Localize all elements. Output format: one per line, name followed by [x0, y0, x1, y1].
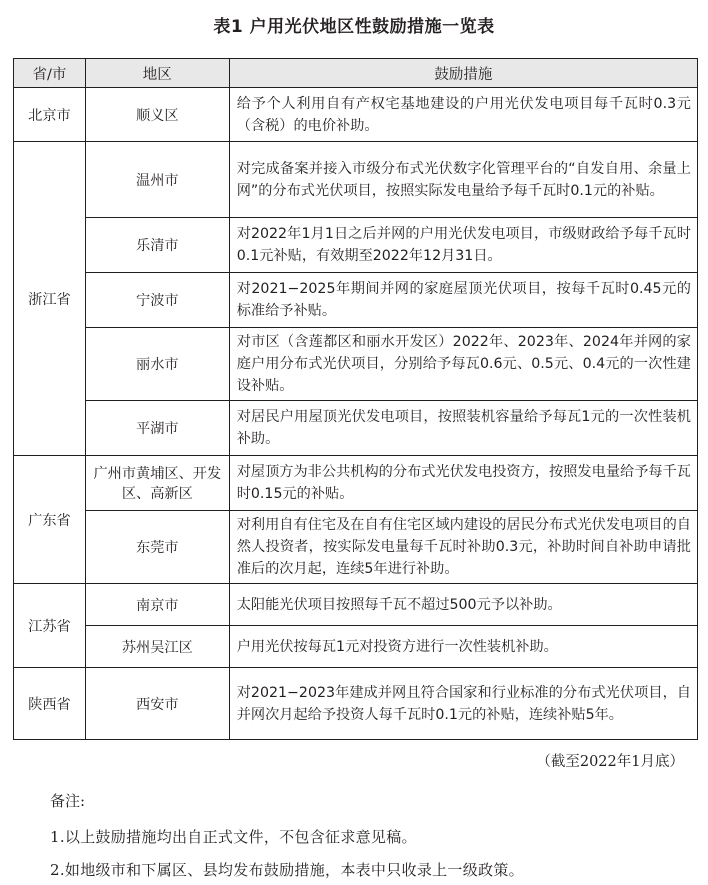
- region-cell: 宁波市: [85, 273, 229, 328]
- measure-cell: 对2021−2025年期间并网的家庭屋顶光伏项目，按每千瓦时0.45元的标准给予补贴。: [229, 273, 697, 328]
- header-province: 省/市: [14, 59, 86, 88]
- measure-cell: 对居民户用屋顶光伏发电项目，按照装机容量给予每瓦1元的一次性装机补助。: [229, 401, 697, 456]
- table-row: [14, 218, 698, 273]
- province-cell: 北京市: [14, 88, 86, 142]
- region-cell: 广州市黄埔区、开发区、高新区: [85, 456, 229, 511]
- measure-cell: 对2022年1月1日之后并网的户用光伏发电项目，市级财政给予每千瓦时0.1元补贴，有效期至2022年12月31日。: [229, 218, 697, 273]
- region-cell: 平湖市: [85, 401, 229, 456]
- measure-cell: 太阳能光伏项目按照每千瓦不超过500元予以补助。: [229, 584, 697, 626]
- note-item: 2.如地级市和下属区、县均发布鼓励措施，本表中只收录上一级政策。: [50, 861, 524, 879]
- header-measure: 鼓励措施: [229, 59, 697, 88]
- region-cell: 东莞市: [85, 511, 229, 584]
- province-cell: 浙江省: [14, 142, 86, 456]
- region-cell: 南京市: [85, 584, 229, 626]
- date-note: （截至2022年1月底）: [536, 754, 684, 770]
- table-row: [14, 273, 698, 328]
- table-row: [14, 456, 698, 511]
- measure-cell: 给予个人利用自有产权宅基地建设的户用光伏发电项目每千瓦时0.3元（含税）的电价补助。: [229, 88, 697, 142]
- incentive-table: [13, 58, 698, 740]
- measure-cell: 对2021−2023年建成并网且符合国家和行业标准的分布式光伏项目，自并网次月起给予投资人每千瓦时0.1元的补贴，连续补贴5年。: [229, 668, 697, 740]
- province-cell: 江苏省: [14, 584, 86, 668]
- measure-cell: 户用光伏按每瓦1元对投资方进行一次性装机补助。: [229, 626, 697, 668]
- notes-title: 备注:: [50, 792, 86, 810]
- province-cell: 广东省: [14, 456, 86, 584]
- region-cell: 苏州吴江区: [85, 626, 229, 668]
- table-row: [14, 584, 698, 626]
- region-cell: 丽水市: [85, 328, 229, 401]
- measure-cell: 对利用自有住宅及在自有住宅区域内建设的居民分布式光伏发电项目的自然人投资者，按实际发电量每千瓦时补助0.3元，补助时间自补助申请批准后的次月起，连续5年进行补助。: [229, 511, 697, 584]
- table-row: [14, 668, 698, 740]
- table-title: 表1 户用光伏地区性鼓励措施一览表: [213, 17, 495, 37]
- header-region: 地区: [85, 59, 229, 88]
- region-cell: 西安市: [85, 668, 229, 740]
- measure-cell: 对完成备案并接入市级分布式光伏数字化管理平台的“自发自用、余量上网”的分布式光伏项目，按照实际发电量给予每千瓦时0.1元的补贴。: [229, 142, 697, 218]
- table-row: [14, 626, 698, 668]
- province-cell: 陕西省: [14, 668, 86, 740]
- region-cell: 顺义区: [85, 88, 229, 142]
- table-row: [14, 511, 698, 584]
- header-row: [14, 59, 698, 88]
- region-cell: 乐清市: [85, 218, 229, 273]
- measure-cell: 对屋顶方为非公共机构的分布式光伏发电投资方，按照发电量给予每千瓦时0.15元的补贴。: [229, 456, 697, 511]
- table-row: [14, 142, 698, 218]
- table-row: [14, 328, 698, 401]
- table-row: [14, 88, 698, 142]
- note-item: 1.以上鼓励措施均出自正式文件，不包含征求意见稿。: [50, 828, 417, 846]
- table-row: [14, 401, 698, 456]
- measure-cell: 对市区（含莲都区和丽水开发区）2022年、2023年、2024年并网的家庭户用分布式光伏项目，分别给予每瓦0.6元、0.5元、0.4元的一次性建设补贴。: [229, 328, 697, 401]
- region-cell: 温州市: [85, 142, 229, 218]
